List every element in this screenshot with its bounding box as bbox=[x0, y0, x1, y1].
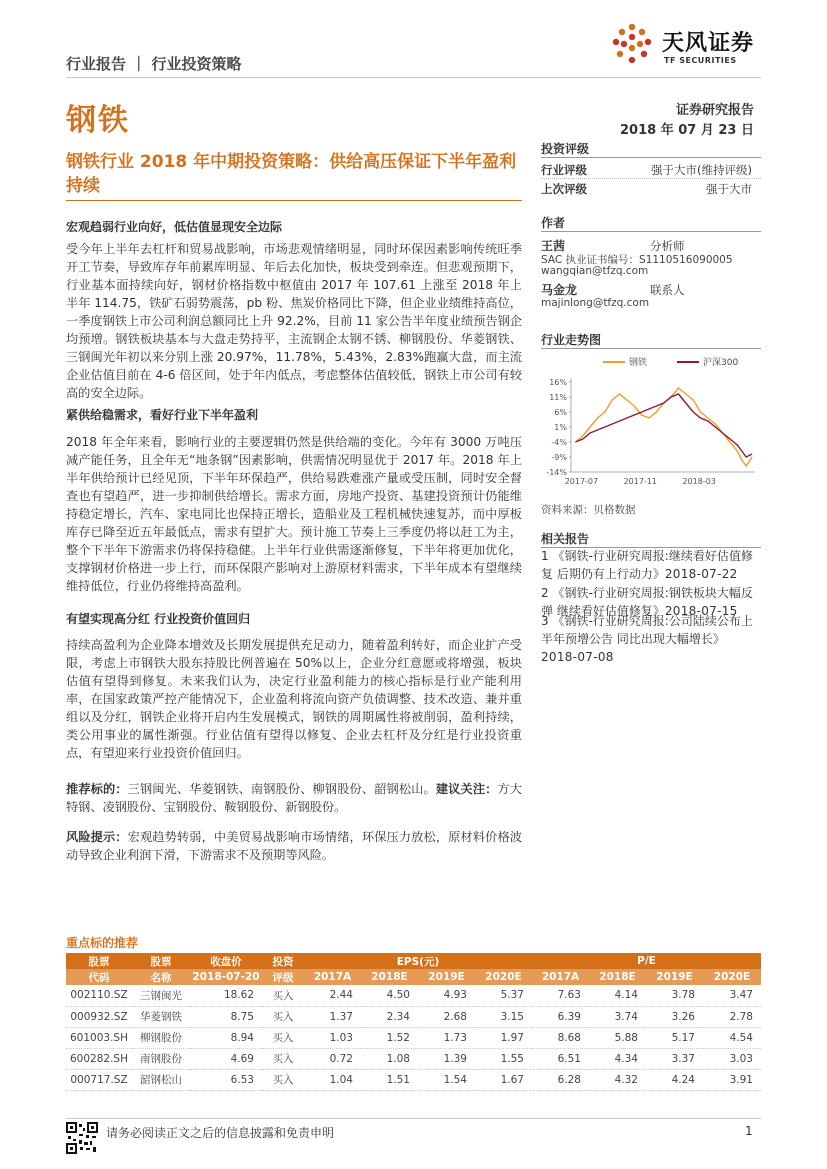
y-tick-label: 6% bbox=[554, 408, 567, 417]
y-tick-label: -4% bbox=[551, 438, 567, 447]
table-cell: 3.15 bbox=[475, 1006, 532, 1027]
table-cell: 2.34 bbox=[361, 1006, 418, 1027]
x-tick-label: 2017-11 bbox=[623, 477, 658, 486]
table-title: 重点标的推荐 bbox=[66, 936, 139, 950]
previous-rating-value: 强于大市 bbox=[706, 182, 752, 196]
title-divider bbox=[66, 200, 522, 201]
table-header-row-2 bbox=[66, 969, 761, 985]
author2-email[interactable]: majinlong@tfzq.com bbox=[541, 297, 650, 309]
col-header: 代码 bbox=[66, 969, 132, 985]
table-cell: 1.52 bbox=[361, 1027, 418, 1048]
related-report-date: 2018-07-15 bbox=[664, 604, 738, 618]
trend-chart bbox=[541, 350, 761, 492]
table-cell: 4.24 bbox=[646, 1069, 703, 1090]
industry-rating-value: 强于大市(维持评级) bbox=[651, 163, 752, 177]
table-cell: 买入 bbox=[262, 1027, 304, 1048]
related-report-1[interactable] bbox=[541, 547, 761, 583]
table-header-row-1 bbox=[66, 953, 761, 969]
paragraph-supply: 2018 年全年来看，影响行业的主要逻辑仍然是供给端的变化。今年有 3000 万吨压减产能任务，且全年无“地条钢”因素影响，供需情况明显优于 2017 年。2018 年上半年供给预计已经见顶，下半年环保趋严，供给易跌难涨产量或受压制，同时安全督查也有望趋严，进一步抑制供给增长。需求方面，房地产投资、基建投资预计仍能维持稳定增长，汽车、家电同比也保持正增长，造船业及工程机械快速复苏，而中厚板库存已降至近五年最低点，需求有望扩大。预计施工节奏上三季度仍将以赶工为主，整个下半年下游需求仍将保持稳健。上半年行业供需逐渐修复，下半年将更加优化，支撑钢材价格进一步上行，而环保限产影响对上游原材料需求，下半年成本有望继续维持低位，行业仍将维持高盈利。 bbox=[66, 435, 522, 593]
stock-code-cell: 000932.SZ bbox=[66, 1006, 132, 1027]
table-cell: 3.47 bbox=[703, 985, 761, 1006]
section-heading-dividend: 有望实现高分红 行业投资价值回归 bbox=[66, 612, 251, 626]
table-cell: 5.88 bbox=[589, 1027, 646, 1048]
table-cell: 1.51 bbox=[361, 1069, 418, 1090]
watch-label: 建议关注： bbox=[435, 782, 498, 796]
trend-heading: 行业走势图 bbox=[541, 333, 602, 347]
col-header: 2017A bbox=[532, 969, 589, 985]
tf-logo-icon bbox=[610, 22, 654, 66]
table-cell: 1.37 bbox=[304, 1006, 361, 1027]
table-cell: 3.78 bbox=[646, 985, 703, 1006]
research-label: 证券研究报告 bbox=[675, 103, 754, 118]
related-report-title: 3 《钢铁-行业研究周报:公司陆续公布上半年预增公告 同比出现大幅增长》 bbox=[541, 614, 753, 646]
y-tick-label: 16% bbox=[549, 378, 567, 387]
col-header-eps: EPS(元) bbox=[304, 953, 532, 969]
table-cell: 2.68 bbox=[418, 1006, 475, 1027]
series-line-2 bbox=[575, 394, 752, 457]
table-cell: 7.63 bbox=[532, 985, 589, 1006]
y-tick-label: 11% bbox=[549, 393, 567, 402]
section-heading-supply: 紧供给稳需求，看好行业下半年盈利 bbox=[66, 408, 259, 422]
table-cell: 买入 bbox=[262, 1069, 304, 1090]
recommend-label: 推荐标的： bbox=[66, 782, 128, 796]
table-row bbox=[66, 1048, 761, 1069]
table-row bbox=[66, 1006, 761, 1027]
col-header: 评级 bbox=[262, 969, 304, 985]
qr-code-icon bbox=[66, 1122, 98, 1154]
watch-list: 方大特钢、凌钢股份、宝钢股份、鞍钢股份、新钢股份。 bbox=[66, 782, 522, 814]
legend-label: 沪深300 bbox=[703, 358, 739, 368]
series-line-1 bbox=[575, 388, 752, 466]
col-header: 2018E bbox=[589, 969, 646, 985]
y-tick-label: 1% bbox=[554, 423, 567, 432]
table-row bbox=[66, 985, 761, 1006]
related-report-3[interactable] bbox=[541, 612, 761, 666]
table-cell: 8.94 bbox=[190, 1027, 262, 1048]
logo-text-cn: 天风证券 bbox=[662, 31, 755, 56]
related-report-date: 2018-07-22 bbox=[664, 567, 738, 581]
table-cell: 买入 bbox=[262, 1006, 304, 1027]
table-cell: 1.54 bbox=[418, 1069, 475, 1090]
author1-role: 分析师 bbox=[650, 239, 685, 253]
related-report-title: 1 《钢铁-行业研究周报:继续看好估值修复 后期仍有上行动力》 bbox=[541, 549, 753, 581]
paragraph-risk bbox=[66, 828, 522, 864]
paragraph-dividend: 持续高盈利为企业降本增效及长期发展提供充足动力，随着盈利转好，而企业扩产受限，考虑上市钢铁大股东持股比例普遍在 50%以上，企业分红意愿或将增强，板块估值有望得到修复。未来我们认为，决定行业盈利能力的核心指标是行业产能利用率，在国家政策严控产能情况下，企业盈利将流向资产负债调整、技术改造、兼并重组以及分红，钢铁企业将开启内生发展模式，钢铁的周期属性将被削弱，盈利持续，类公用事业的属性渐强。行业估值有望得以修复、企业去杠杆及分红是行业投资重点，有望迎来行业投资价值回归。 bbox=[66, 638, 522, 760]
author-divider bbox=[541, 231, 761, 232]
table-cell: 6.39 bbox=[532, 1006, 589, 1027]
table-row bbox=[66, 1069, 761, 1090]
table-cell: 5.37 bbox=[475, 985, 532, 1006]
table-cell: 18.62 bbox=[190, 985, 262, 1006]
y-tick-label: -9% bbox=[551, 453, 567, 462]
table-cell: 4.54 bbox=[703, 1027, 761, 1048]
col-header: 2020E bbox=[703, 969, 761, 985]
table-cell: 3.03 bbox=[703, 1048, 761, 1069]
table-cell: 8.68 bbox=[532, 1027, 589, 1048]
author1-email[interactable]: wangqian@tfzq.com bbox=[541, 265, 649, 277]
stock-code-cell: 601003.SH bbox=[66, 1027, 132, 1048]
author-heading: 作者 bbox=[541, 216, 566, 230]
author2-name: 马金龙 bbox=[541, 283, 578, 297]
table-cell: 2.78 bbox=[703, 1006, 761, 1027]
x-tick-label: 2018-03 bbox=[682, 477, 716, 486]
risk-text: 宏观趋势转弱，中美贸易战影响市场情绪，环保压力放松，原材料价格波动导致企业利润下滑，下游需求不及预期等风险。 bbox=[66, 830, 522, 862]
previous-rating-label: 上次评级 bbox=[541, 182, 587, 196]
col-header: 股票 bbox=[66, 953, 132, 969]
trend-divider bbox=[541, 348, 761, 349]
table-cell: 3.74 bbox=[589, 1006, 646, 1027]
industry-rating-label: 行业评级 bbox=[541, 163, 587, 177]
table-row bbox=[66, 1027, 761, 1048]
col-header-pe: P/E bbox=[532, 953, 761, 969]
table-cell: 8.75 bbox=[190, 1006, 262, 1027]
col-header: 2018-07-20 bbox=[190, 969, 262, 985]
table-cell: 1.08 bbox=[361, 1048, 418, 1069]
page-title: 钢铁行业 2018 年中期投资策略：供给高压保证下半年盈利持续 bbox=[66, 152, 517, 196]
rating-heading: 投资评级 bbox=[541, 142, 590, 156]
table-cell: 5.17 bbox=[646, 1027, 703, 1048]
stock-code-cell: 002110.SZ bbox=[66, 985, 132, 1006]
table-cell: 4.50 bbox=[361, 985, 418, 1006]
table-cell: 4.93 bbox=[418, 985, 475, 1006]
section-heading-macro: 宏观趋弱行业向好，低估值显现安全边际 bbox=[66, 220, 283, 234]
table-cell: 1.55 bbox=[475, 1048, 532, 1069]
company-logo bbox=[610, 22, 780, 72]
col-header: 投资 bbox=[262, 953, 304, 969]
col-header: 2017A bbox=[304, 969, 361, 985]
risk-label: 风险提示： bbox=[66, 830, 128, 844]
table-cell: 4.32 bbox=[589, 1069, 646, 1090]
table-cell: 1.03 bbox=[304, 1027, 361, 1048]
table-cell: 1.73 bbox=[418, 1027, 475, 1048]
table-cell: 4.14 bbox=[589, 985, 646, 1006]
table-cell: 2.44 bbox=[304, 985, 361, 1006]
author1-cert: SAC 执业证书编号：S1110516090005 bbox=[541, 254, 733, 266]
table-cell: 6.51 bbox=[532, 1048, 589, 1069]
stock-name-cell: 柳钢股份 bbox=[132, 1027, 190, 1048]
stock-name-cell: 华菱钢铁 bbox=[132, 1006, 190, 1027]
col-header: 2019E bbox=[646, 969, 703, 985]
report-date: 2018 年 07 月 23 日 bbox=[620, 123, 754, 138]
table-cell: 6.28 bbox=[532, 1069, 589, 1090]
related-heading: 相关报告 bbox=[541, 532, 590, 546]
y-tick-label: -14% bbox=[546, 468, 567, 477]
table-cell: 1.04 bbox=[304, 1069, 361, 1090]
stock-name-cell: 南钢股份 bbox=[132, 1048, 190, 1069]
table-cell: 1.67 bbox=[475, 1069, 532, 1090]
x-tick-label: 2017-07 bbox=[564, 477, 599, 486]
stock-code-cell: 600282.SH bbox=[66, 1048, 132, 1069]
logo-text-en: TF SECURITIES bbox=[664, 56, 737, 65]
table-cell: 4.34 bbox=[589, 1048, 646, 1069]
stock-name-cell: 韶钢松山 bbox=[132, 1069, 190, 1090]
author2-role: 联系人 bbox=[650, 283, 685, 297]
table-cell: 3.26 bbox=[646, 1006, 703, 1027]
col-header: 2018E bbox=[361, 969, 418, 985]
chart-source: 资料来源：贝格数据 bbox=[541, 504, 636, 516]
table-cell: 1.39 bbox=[418, 1048, 475, 1069]
header-divider bbox=[66, 77, 761, 78]
paragraph-macro: 受今年上半年去杠杆和贸易战影响，市场悲观情绪明显，同时环保因素影响传统旺季开工节奏，导致库存年前累库明显、年后去化加快，板块受到牵连。但悲观预期下，行业基本面持续向好，钢材价格指数中枢值由 2017 年 107.61 上涨至 2018 年上半年 114.75，铁矿石弱势震荡，pb 粉、焦炭价格同比下降，但企业业绩维持高位，一季度钢铁上市公司利润总额同比上升 92.2%，目前 11 家公告半年度业绩预告钢企均预增。钢铁板块基本与大盘走势持平，主流钢企太钢不锈、柳钢股份、华菱钢铁、三钢闽光年初以来分别上涨 20.97%，11.78%，5.43%，2.83%跑赢大盘，而主流企业估值目前在 4-6 倍区间，处于年内低点，考虑整体估值较低，钢铁上市公司有较高的安全边际。 bbox=[66, 242, 522, 400]
table-cell: 买入 bbox=[262, 1048, 304, 1069]
table-cell: 3.91 bbox=[703, 1069, 761, 1090]
rating-divider bbox=[541, 157, 761, 158]
footer-divider bbox=[66, 1118, 761, 1119]
col-header: 股票 bbox=[132, 953, 190, 969]
table-cell: 6.53 bbox=[190, 1069, 262, 1090]
sector-name: 钢铁 bbox=[66, 103, 130, 138]
author1-name: 王茜 bbox=[541, 239, 566, 253]
col-header: 收盘价 bbox=[190, 953, 262, 969]
related-report-title: 2 《钢铁-行业研究周报:钢铁板块大幅反弹 继续看好估值修复》 bbox=[541, 586, 753, 618]
recommend-list: 三钢闽光、华菱钢铁、南钢股份、柳钢股份、韶钢松山。 bbox=[127, 782, 436, 796]
report-type: 行业报告 ｜ 行业投资策略 bbox=[66, 55, 242, 73]
table-cell: 1.97 bbox=[475, 1027, 532, 1048]
col-header: 2019E bbox=[418, 969, 475, 985]
rating-row-divider bbox=[541, 178, 761, 179]
stock-code-cell: 000717.SZ bbox=[66, 1069, 132, 1090]
table-cell: 3.37 bbox=[646, 1048, 703, 1069]
footer-disclaimer: 请务必阅读正文之后的信息披露和免责申明 bbox=[106, 1126, 335, 1140]
recommendation-table bbox=[66, 953, 761, 1091]
paragraph-recommendations bbox=[66, 780, 522, 816]
related-report-date: 2018-07-08 bbox=[541, 650, 614, 664]
stock-name-cell: 三钢闽光 bbox=[132, 985, 190, 1006]
legend-label: 钢铁 bbox=[629, 358, 648, 368]
table-cell: 0.72 bbox=[304, 1048, 361, 1069]
col-header: 名称 bbox=[132, 969, 190, 985]
col-header: 2020E bbox=[475, 969, 532, 985]
table-cell: 买入 bbox=[262, 985, 304, 1006]
table-cell: 4.69 bbox=[190, 1048, 262, 1069]
page-number: 1 bbox=[745, 1124, 753, 1138]
